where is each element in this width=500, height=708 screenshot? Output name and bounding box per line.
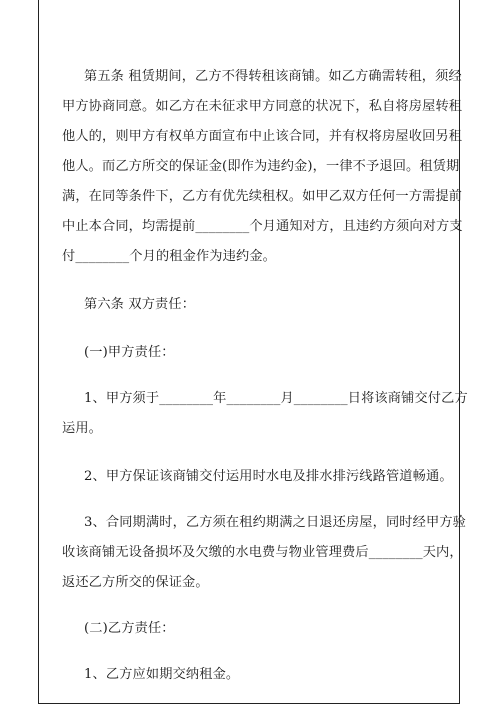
article-5-line-6: 中止本合同，均需提前________个月通知对方，且违约方须向对方支 [62, 219, 463, 234]
party-a-item-1-line-2: 运用。 [62, 421, 103, 436]
article-5-line-2: 甲方协商同意。如乙方在未征求甲方同意的状况下，私自将房屋转租 [62, 99, 463, 114]
article-5-line-3: 他人的，则甲方有权单方面宣布中止该合同，并有权将房屋收回另租 [62, 129, 463, 144]
article-5-line-7: 付________个月的租金作为违约金。 [62, 249, 276, 264]
article-6-heading: 第六条 双方责任： [84, 297, 196, 312]
party-a-item-3-line-3: 返还乙方所交的保证金。 [62, 575, 209, 590]
article-5-line-1: 第五条 租赁期间，乙方不得转租该商铺。如乙方确需转租，须经 [84, 69, 462, 84]
party-a-item-1-line-1: 1、甲方须于________年________月________日将该商铺交付乙方 [84, 391, 468, 406]
party-a-item-2: 2、甲方保证该商铺交付运用时水电及排水排污线路管道畅通。 [84, 469, 453, 484]
party-a-item-3-line-1: 3、合同期满时，乙方须在租约期满之日退还房屋，同时经甲方验 [84, 515, 466, 530]
party-b-heading: (二)乙方责任： [84, 621, 175, 636]
article-5-line-5: 满，在同等条件下，乙方有优先续租权。如甲乙双方任何一方需提前 [62, 189, 463, 204]
party-b-item-1: 1、乙方应如期交纳租金。 [84, 667, 240, 682]
article-5-line-4: 他人。而乙方所交的保证金(即作为违约金)，一律不予退回。租赁期 [62, 159, 460, 174]
party-a-heading: (一)甲方责任： [84, 345, 175, 360]
party-a-item-3-line-2: 收该商铺无设备损坏及欠缴的水电费与物业管理费后________天内， [62, 545, 463, 560]
